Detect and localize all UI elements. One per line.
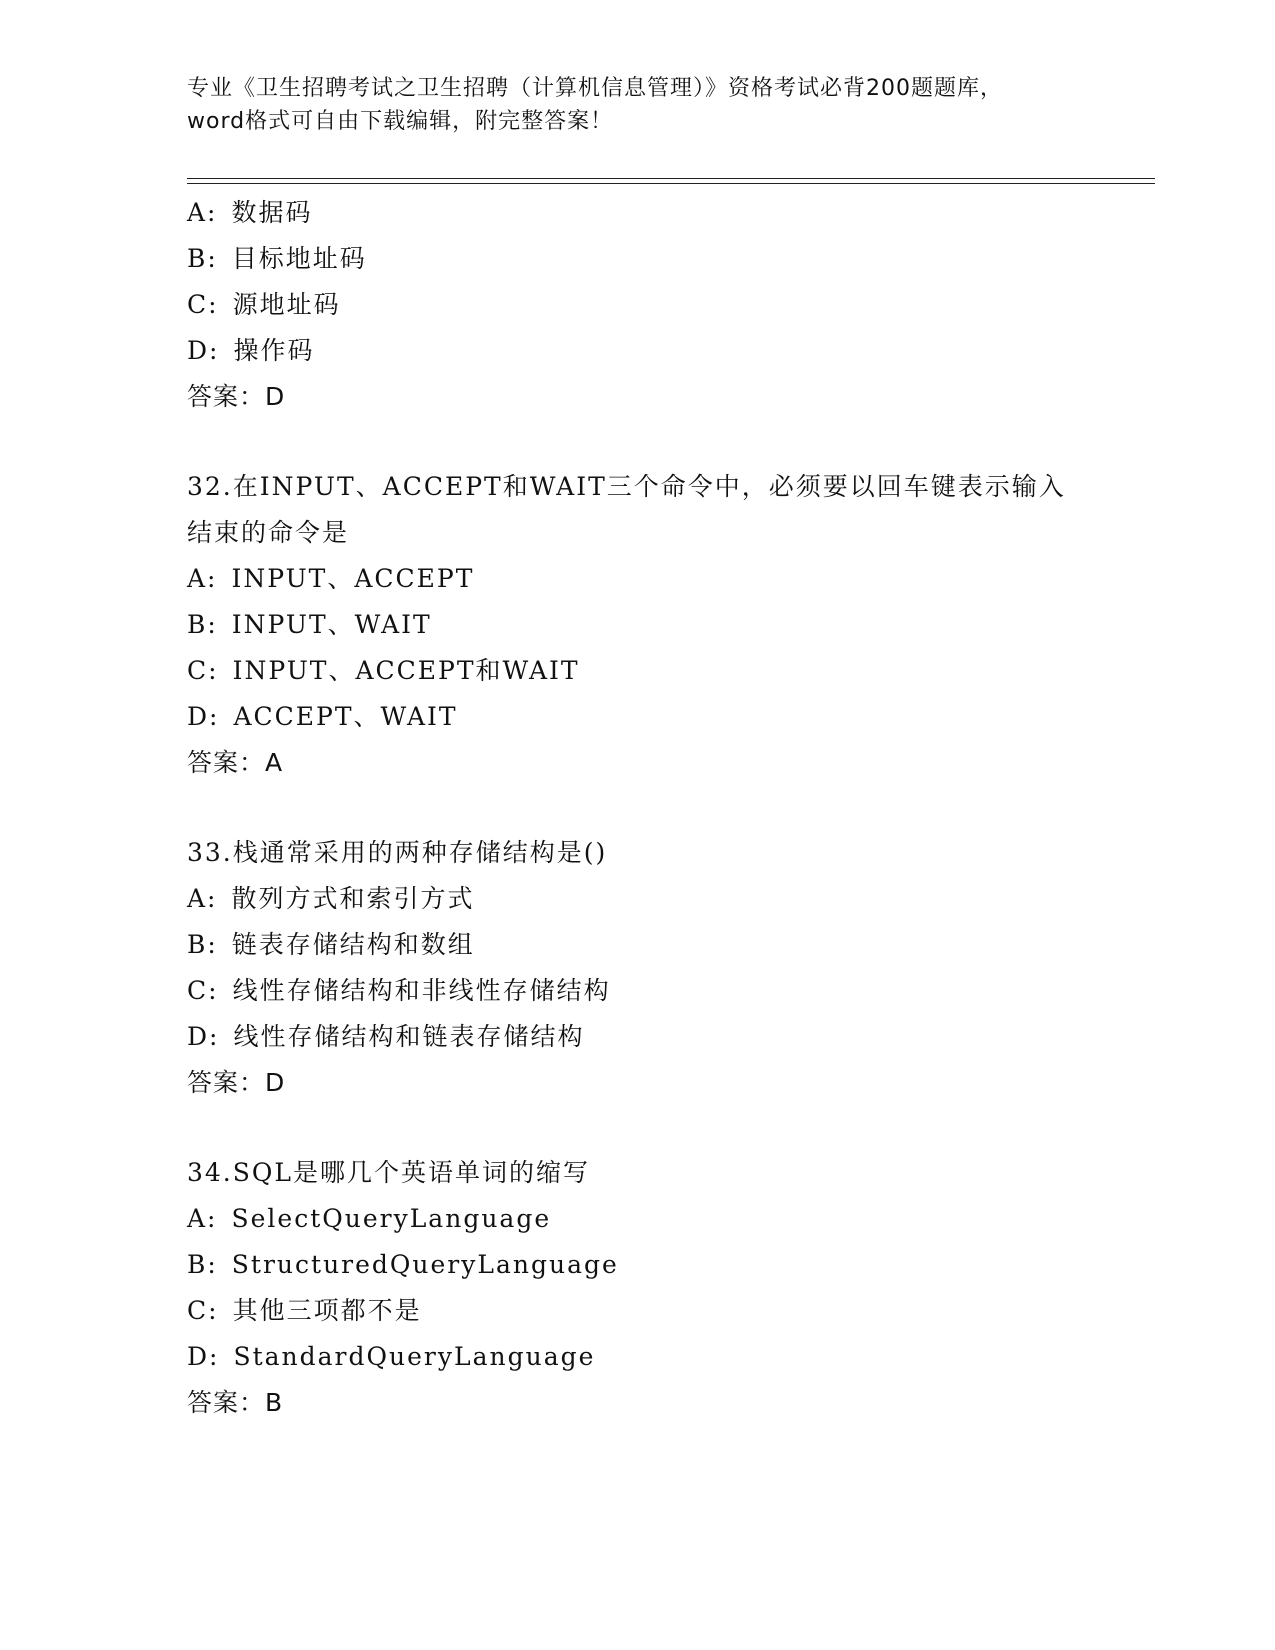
question-stem: 32.在INPUT、ACCEPT和WAIT三个命令中，必须要以回车键表示输入 xyxy=(187,472,1066,501)
question-stem-continued: 结束的命令是 xyxy=(187,518,350,547)
option-b: B: StructuredQueryLanguage xyxy=(187,1250,619,1279)
question-31 xyxy=(187,190,1147,420)
question-list xyxy=(187,190,1147,1426)
document-header xyxy=(187,72,1087,138)
question-33 xyxy=(187,830,1147,1106)
question-34 xyxy=(187,1150,1147,1426)
option-d: D: 线性存储结构和链表存储结构 xyxy=(187,1022,585,1051)
option-c: C: 源地址码 xyxy=(187,290,341,319)
question-stem: 34.SQL是哪几个英语单词的缩写 xyxy=(187,1158,590,1187)
header-divider-bottom xyxy=(187,183,1155,184)
question-32 xyxy=(187,464,1147,786)
option-a: A: 数据码 xyxy=(187,198,313,227)
header-divider-top xyxy=(187,178,1155,179)
option-b: B: 目标地址码 xyxy=(187,244,367,273)
answer-line: 答案：D xyxy=(187,1068,286,1097)
option-a: A: 散列方式和索引方式 xyxy=(187,884,475,913)
question-stem: 33.栈通常采用的两种存储结构是() xyxy=(187,838,608,867)
option-c: C: INPUT、ACCEPT和WAIT xyxy=(187,656,580,685)
option-b: B: 链表存储结构和数组 xyxy=(187,930,475,959)
option-a: A: SelectQueryLanguage xyxy=(187,1204,552,1233)
question-spacer xyxy=(187,786,1147,830)
answer-line: 答案：B xyxy=(187,1388,284,1417)
answer-line: 答案：D xyxy=(187,382,286,411)
option-c: C: 其他三项都不是 xyxy=(187,1296,422,1325)
option-d: D: StandardQueryLanguage xyxy=(187,1342,596,1371)
answer-line: 答案：A xyxy=(187,748,284,777)
option-d: D: 操作码 xyxy=(187,336,315,365)
option-c: C: 线性存储结构和非线性存储结构 xyxy=(187,976,611,1005)
option-a: A: INPUT、ACCEPT xyxy=(187,564,475,593)
header-title-line-1: 专业《卫生招聘考试之卫生招聘（计算机信息管理）》资格考试必背200题题库， xyxy=(187,76,1003,101)
header-title-line-2: word格式可自由下载编辑，附完整答案！ xyxy=(187,109,614,134)
option-d: D: ACCEPT、WAIT xyxy=(187,702,458,731)
question-spacer xyxy=(187,420,1147,464)
question-spacer xyxy=(187,1106,1147,1150)
option-b: B: INPUT、WAIT xyxy=(187,610,432,639)
